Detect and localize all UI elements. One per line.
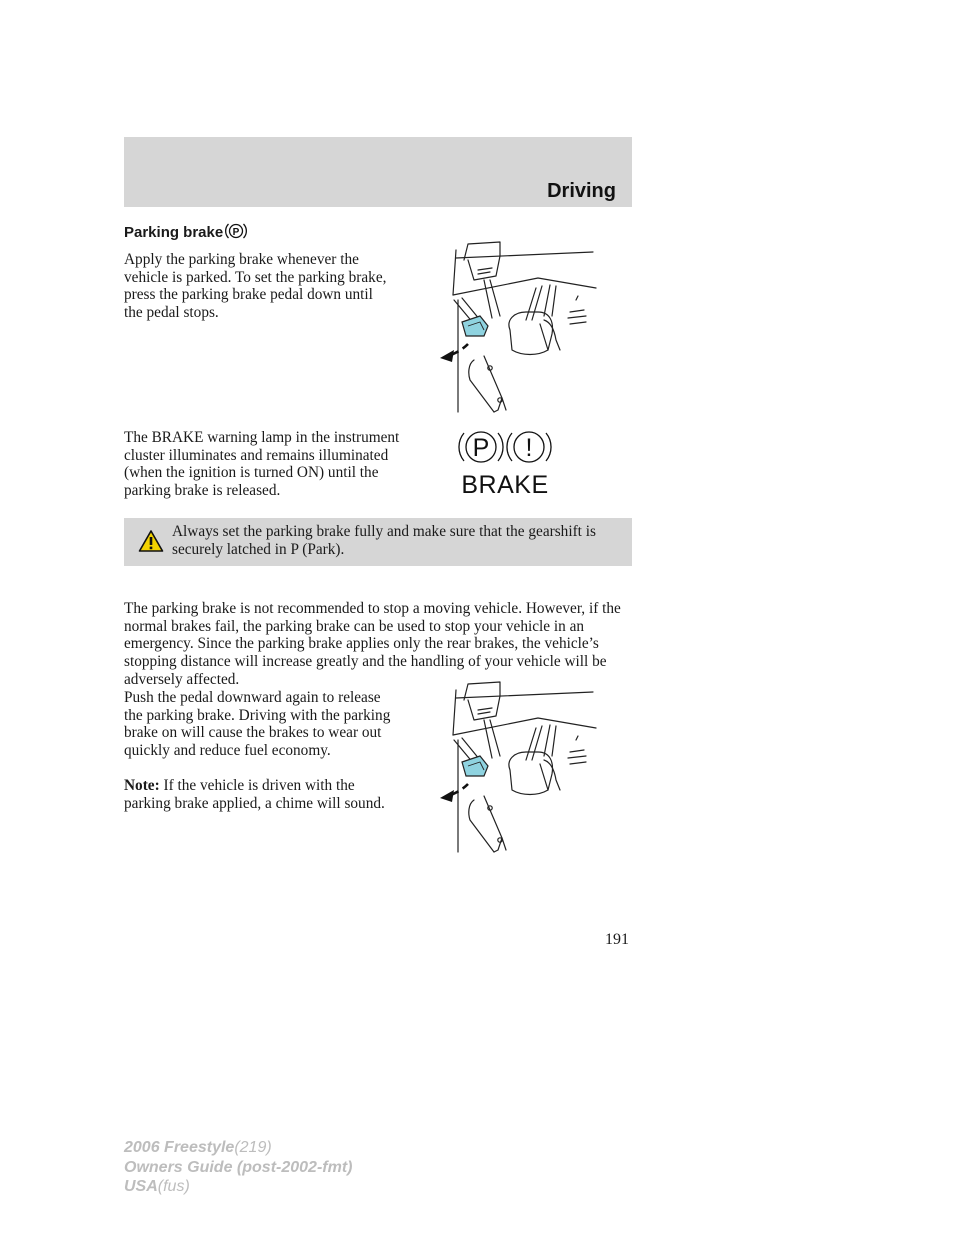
brake-lamp-symbols — [455, 427, 555, 471]
svg-text:P: P — [232, 227, 240, 238]
brake-warning-lamp-graphic — [455, 427, 555, 499]
heading-parking-brake — [124, 224, 248, 242]
footer-market-code: (fus) — [157, 1178, 190, 1195]
footer-line-1 — [124, 1138, 352, 1158]
parking-brake-pedal-illustration — [418, 240, 608, 415]
footer-model-code: (219) — [234, 1139, 272, 1156]
lamp-p-symbol: P — [472, 434, 490, 462]
note-label: Note: — [124, 777, 160, 794]
note-text: If the vehicle is driven with the parking brake applied, a chime will sound. — [124, 777, 385, 812]
warning-text: Always set the parking brake fully and make sure that the gearshift is securely latched in P (Park). — [172, 523, 596, 558]
section-title: Driving — [547, 180, 616, 202]
paragraph-emergency: The parking brake is not recommended to stop a moving vehicle. However, if the normal brakes fail, the parking brake can be used to stop your vehicle in an emergency. Since the parking brake applies only the rear brakes, the vehicle’s stopping distance will increase greatly and the handling of your vehicle will be adversely affected. — [124, 600, 621, 688]
lamp-exclamation-symbol: ! — [525, 434, 533, 462]
paragraph-brake-lamp: The BRAKE warning lamp in the instrument cluster illuminates and remains illuminated (when the ignition is turned ON) until the parking brake is released. — [124, 429, 400, 500]
lamp-label: BRAKE — [461, 471, 549, 499]
footer-line-3 — [124, 1177, 352, 1197]
footer-line-2: Owners Guide (post-2002-fmt) — [124, 1158, 353, 1176]
parking-brake-release-illustration — [418, 680, 608, 855]
warning-box — [124, 518, 632, 566]
paragraph-note — [124, 777, 399, 812]
warning-triangle-icon — [138, 529, 164, 553]
document-footer — [124, 1138, 352, 1197]
paragraph-release: Push the pedal downward again to release the parking brake. Driving with the parking brake on will cause the brakes to wear out quickly and reduce fuel economy. — [124, 689, 391, 760]
paragraph-apply: Apply the parking brake whenever the vehicle is parked. To set the parking brake, press the parking brake pedal down until the pedal stops. — [124, 251, 387, 322]
footer-market: USA — [124, 1178, 158, 1195]
heading-text: Parking brake — [124, 224, 224, 241]
footer-model: 2006 Freestyle — [124, 1139, 235, 1156]
page-number: 191 — [605, 931, 629, 948]
section-header-bar — [124, 137, 632, 207]
parking-brake-icon — [224, 220, 248, 242]
